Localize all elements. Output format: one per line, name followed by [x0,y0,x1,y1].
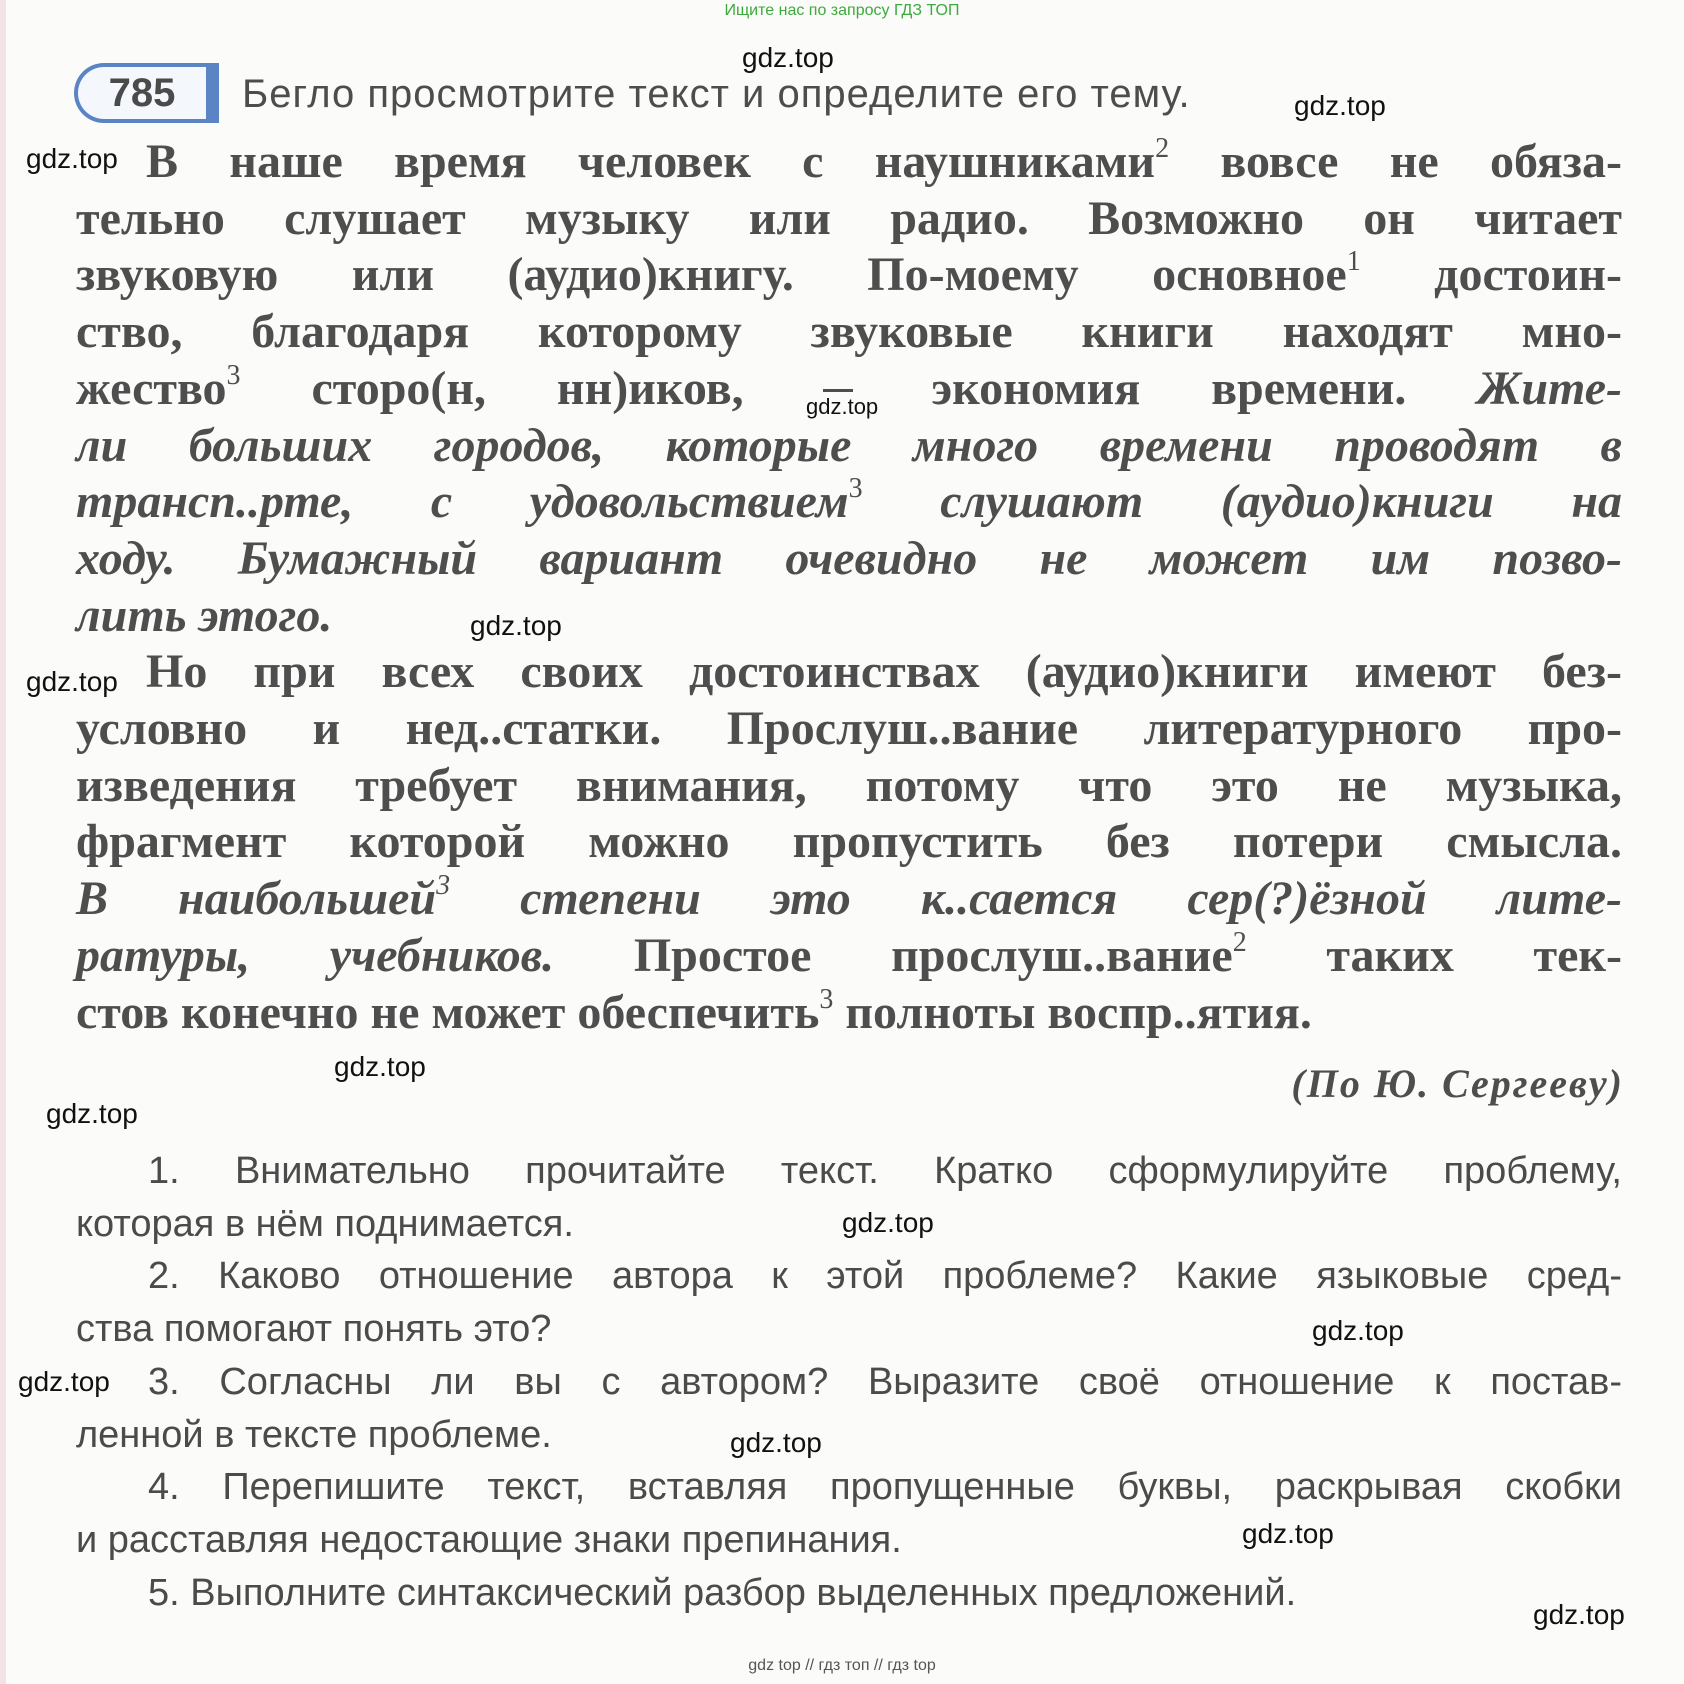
text-line: ли больших городов, которые много времени проводят в [76,418,1622,472]
question-line: 3. Согласны ли вы с автором? Выразите своё отношение к постав- [148,1360,1622,1403]
text-line: условно и нед..статки. Прослуш..вание литературного про- [76,702,1622,756]
question-line: и расставляя недостающие знаки препинания. [76,1518,902,1561]
watermark: gdz.top [470,610,562,641]
footnote-mark: 2 [1155,133,1170,164]
watermark: gdz.top [18,1366,110,1397]
footnote-mark: 3 [226,359,241,391]
question-line: ства помогают понять это? [76,1308,552,1351]
footnote-mark: 3 [848,473,863,505]
author-signature: (По Ю. Сергееву) [1291,1061,1624,1106]
question-line: ленной в тексте проблеме. [76,1413,552,1456]
question-line: 1. Внимательно прочитайте текст. Кратко сформулируйте проблему, [148,1150,1622,1192]
question-line: 5. Выполните синтаксический разбор выделенных предложений. [148,1571,1297,1614]
watermark: gdz.top [1312,1315,1404,1346]
watermark: gdz.top [46,1098,138,1129]
text-line: трансп..рте, с удовольствием$^3$ слушают (аудио)книги на [76,473,1622,529]
footnote-mark: 3 [436,870,451,902]
question-line: 4. Перепишите текст, вставляя пропущенные буквы, раскрывая скобки [148,1466,1622,1509]
text-line: В наибольшей$^3$ степени это к..сается сер(?)ёзной лите- [76,870,1622,926]
watermark: gdz.top [26,666,118,697]
watermark: gdz.top [26,143,118,174]
dash-mark [823,389,853,392]
watermark: gdz.top [730,1427,822,1458]
watermark: gdz.top [1242,1518,1334,1549]
text-line: тельно слушает музыку или радио. Возможно он читает [76,191,1622,245]
exercise-badge-bar [206,63,219,123]
bottom-banner: gdz top // гдз топ // гдз top [748,1657,936,1674]
text-line: ратуры, учебников. Простое прослуш..вание$^2$ таких тек- [76,926,1623,982]
question-line: 2. Каково отношение автора к этой проблеме? Какие языковые сред- [148,1255,1622,1298]
watermark: gdz.top [806,394,879,419]
watermark: gdz.top [842,1207,934,1238]
footnote-mark: 2 [1232,926,1247,958]
text-line: звуковую или (аудио)книгу. По-моему основное$^1$ достоин- [76,246,1623,302]
text-line: Но при всех своих достоинствах (аудио)книги имеют без- [146,645,1622,699]
exercise-instruction: Бегло просмотрите текст и определите его тему. [242,72,1191,116]
exercise-number-badge: 785 [74,63,216,123]
text-line: лить этого. [76,588,333,642]
watermark: gdz.top [334,1051,426,1082]
footnote-mark: 3 [819,983,834,1015]
text-line: изведения требует внимания, потому что это не музыка, [76,758,1622,812]
main-text [76,134,1622,1041]
text-line: фрагмент которой можно пропустить без потери смысла. [76,815,1622,869]
watermark: gdz.top [1533,1599,1625,1630]
text-line: стов конечно не может обеспечить$^3$ полноты воспр..ятия. [76,983,1312,1039]
top-banner: Ищите нас по запросу ГДЗ ТОП [724,2,960,19]
text-line: ходу. Бумажный вариант очевидно не может им позво- [76,531,1622,585]
page-edge [0,0,6,1684]
text-line: жество$^3$ сторо(н, нн)иков, экономия времени. Жите- [76,359,1622,415]
text-line: В наше время человек с наушниками$^2$ вовсе не обяза- [146,133,1623,188]
watermark: gdz.top [1294,90,1386,121]
text-line: ство, благодаря которому звуковые книги находят мно- [76,305,1622,359]
footnote-mark: 1 [1346,246,1361,278]
question-line: которая в нём поднимается. [76,1202,574,1245]
watermark: gdz.top [742,42,834,73]
